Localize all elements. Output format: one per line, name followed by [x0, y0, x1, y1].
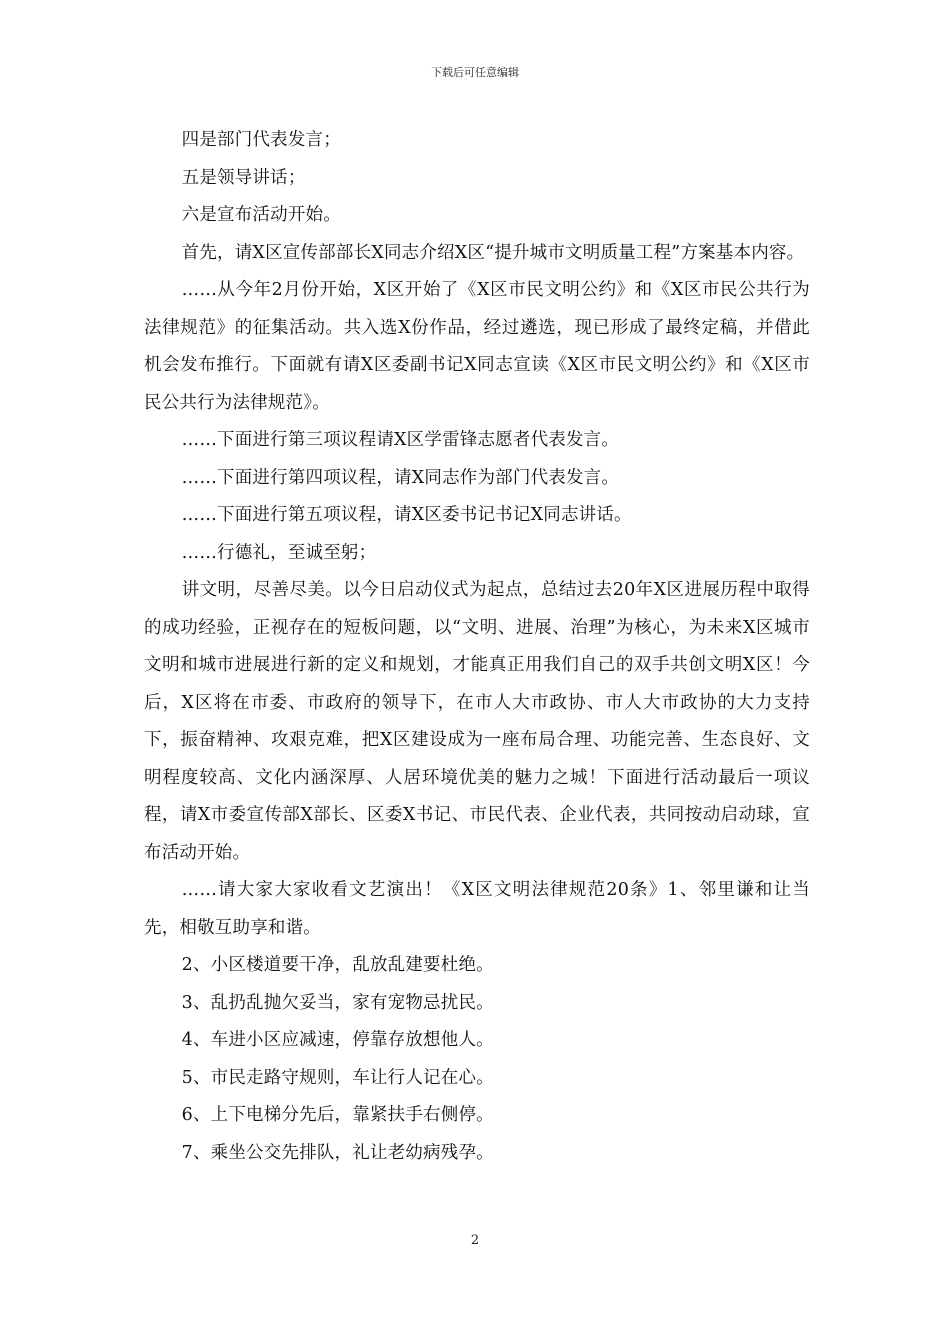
paragraph: ……下面进行第五项议程，请X区委书记书记X同志讲话。: [181, 505, 632, 525]
list-item: 7、乘坐公交先排队，礼让老幼病残孕。: [181, 1142, 494, 1163]
paragraph: ……下面进行第三项议程请X区学雷锋志愿者代表发言。: [181, 430, 620, 450]
paragraph: 首先，请X区宣传部部长X同志介绍X区“提升城市文明质量工程”方案基本内容。: [181, 242, 805, 263]
paragraph: ……行德礼，至诚至躬；: [181, 542, 377, 563]
paragraph: ……请大家大家收看文艺演出！《X区文明法律规范20条》1、邻里谦和让当先，相敬互助享和谐。: [144, 880, 810, 938]
paragraph: 五是领导讲话；: [181, 167, 306, 188]
page-header: 下载后可任意编辑: [431, 66, 519, 79]
paragraph: 四是部门代表发言；: [181, 130, 341, 150]
list-item: 4、车进小区应减速，停靠存放想他人。: [181, 1030, 494, 1050]
document-body: [144, 122, 810, 1172]
list-item: 5、市民走路守规则，车让行人记在心。: [181, 1067, 494, 1088]
paragraph: ……下面进行第四项议程，请X同志作为部门代表发言。: [181, 467, 620, 488]
list-item: 2、小区楼道要干净，乱放乱建要杜绝。: [181, 955, 494, 975]
paragraph: 讲文明，尽善尽美。以今日启动仪式为起点，总结过去20年X区进展历程中取得的成功经验，正视存在的短板问题，以“文明、进展、治理”为核心，为未来X区城市文明和城市进展进行新的定义和规划，才能真正用我们自己的双手共创文明X区！今后，X区将在市委、市政府的领导下，在市人大市政协、市人大市政协的大力支持下，振奋精神、攻艰克难，把X区建设成为一座布局合理、功能完善、生态良好、文明程度较高、文化内涵深厚、人居环境优美的魅力之城！下面进行活动最后一项议程，请X市委宣传部X部长、区委X书记、市民代表、企业代表，共同按动启动球，宣布活动开始。: [144, 580, 810, 863]
page-number: 2: [470, 1233, 480, 1248]
list-item: 3、乱扔乱抛欠妥当，家有宠物忌扰民。: [181, 992, 494, 1013]
list-item: 6、上下电梯分先后，靠紧扶手右侧停。: [181, 1105, 494, 1125]
paragraph: 六是宣布活动开始。: [181, 205, 341, 225]
paragraph: ……从今年2月份开始，X区开始了《X区市民文明公约》和《X区市民公共行为法律规范》的征集活动。共入选X份作品，经过遴选，现已形成了最终定稿，并借此机会发布推行。下面就有请X区委副书记X同志宣读《X区市民文明公约》和《X区市民公共行为法律规范》。: [144, 280, 810, 413]
